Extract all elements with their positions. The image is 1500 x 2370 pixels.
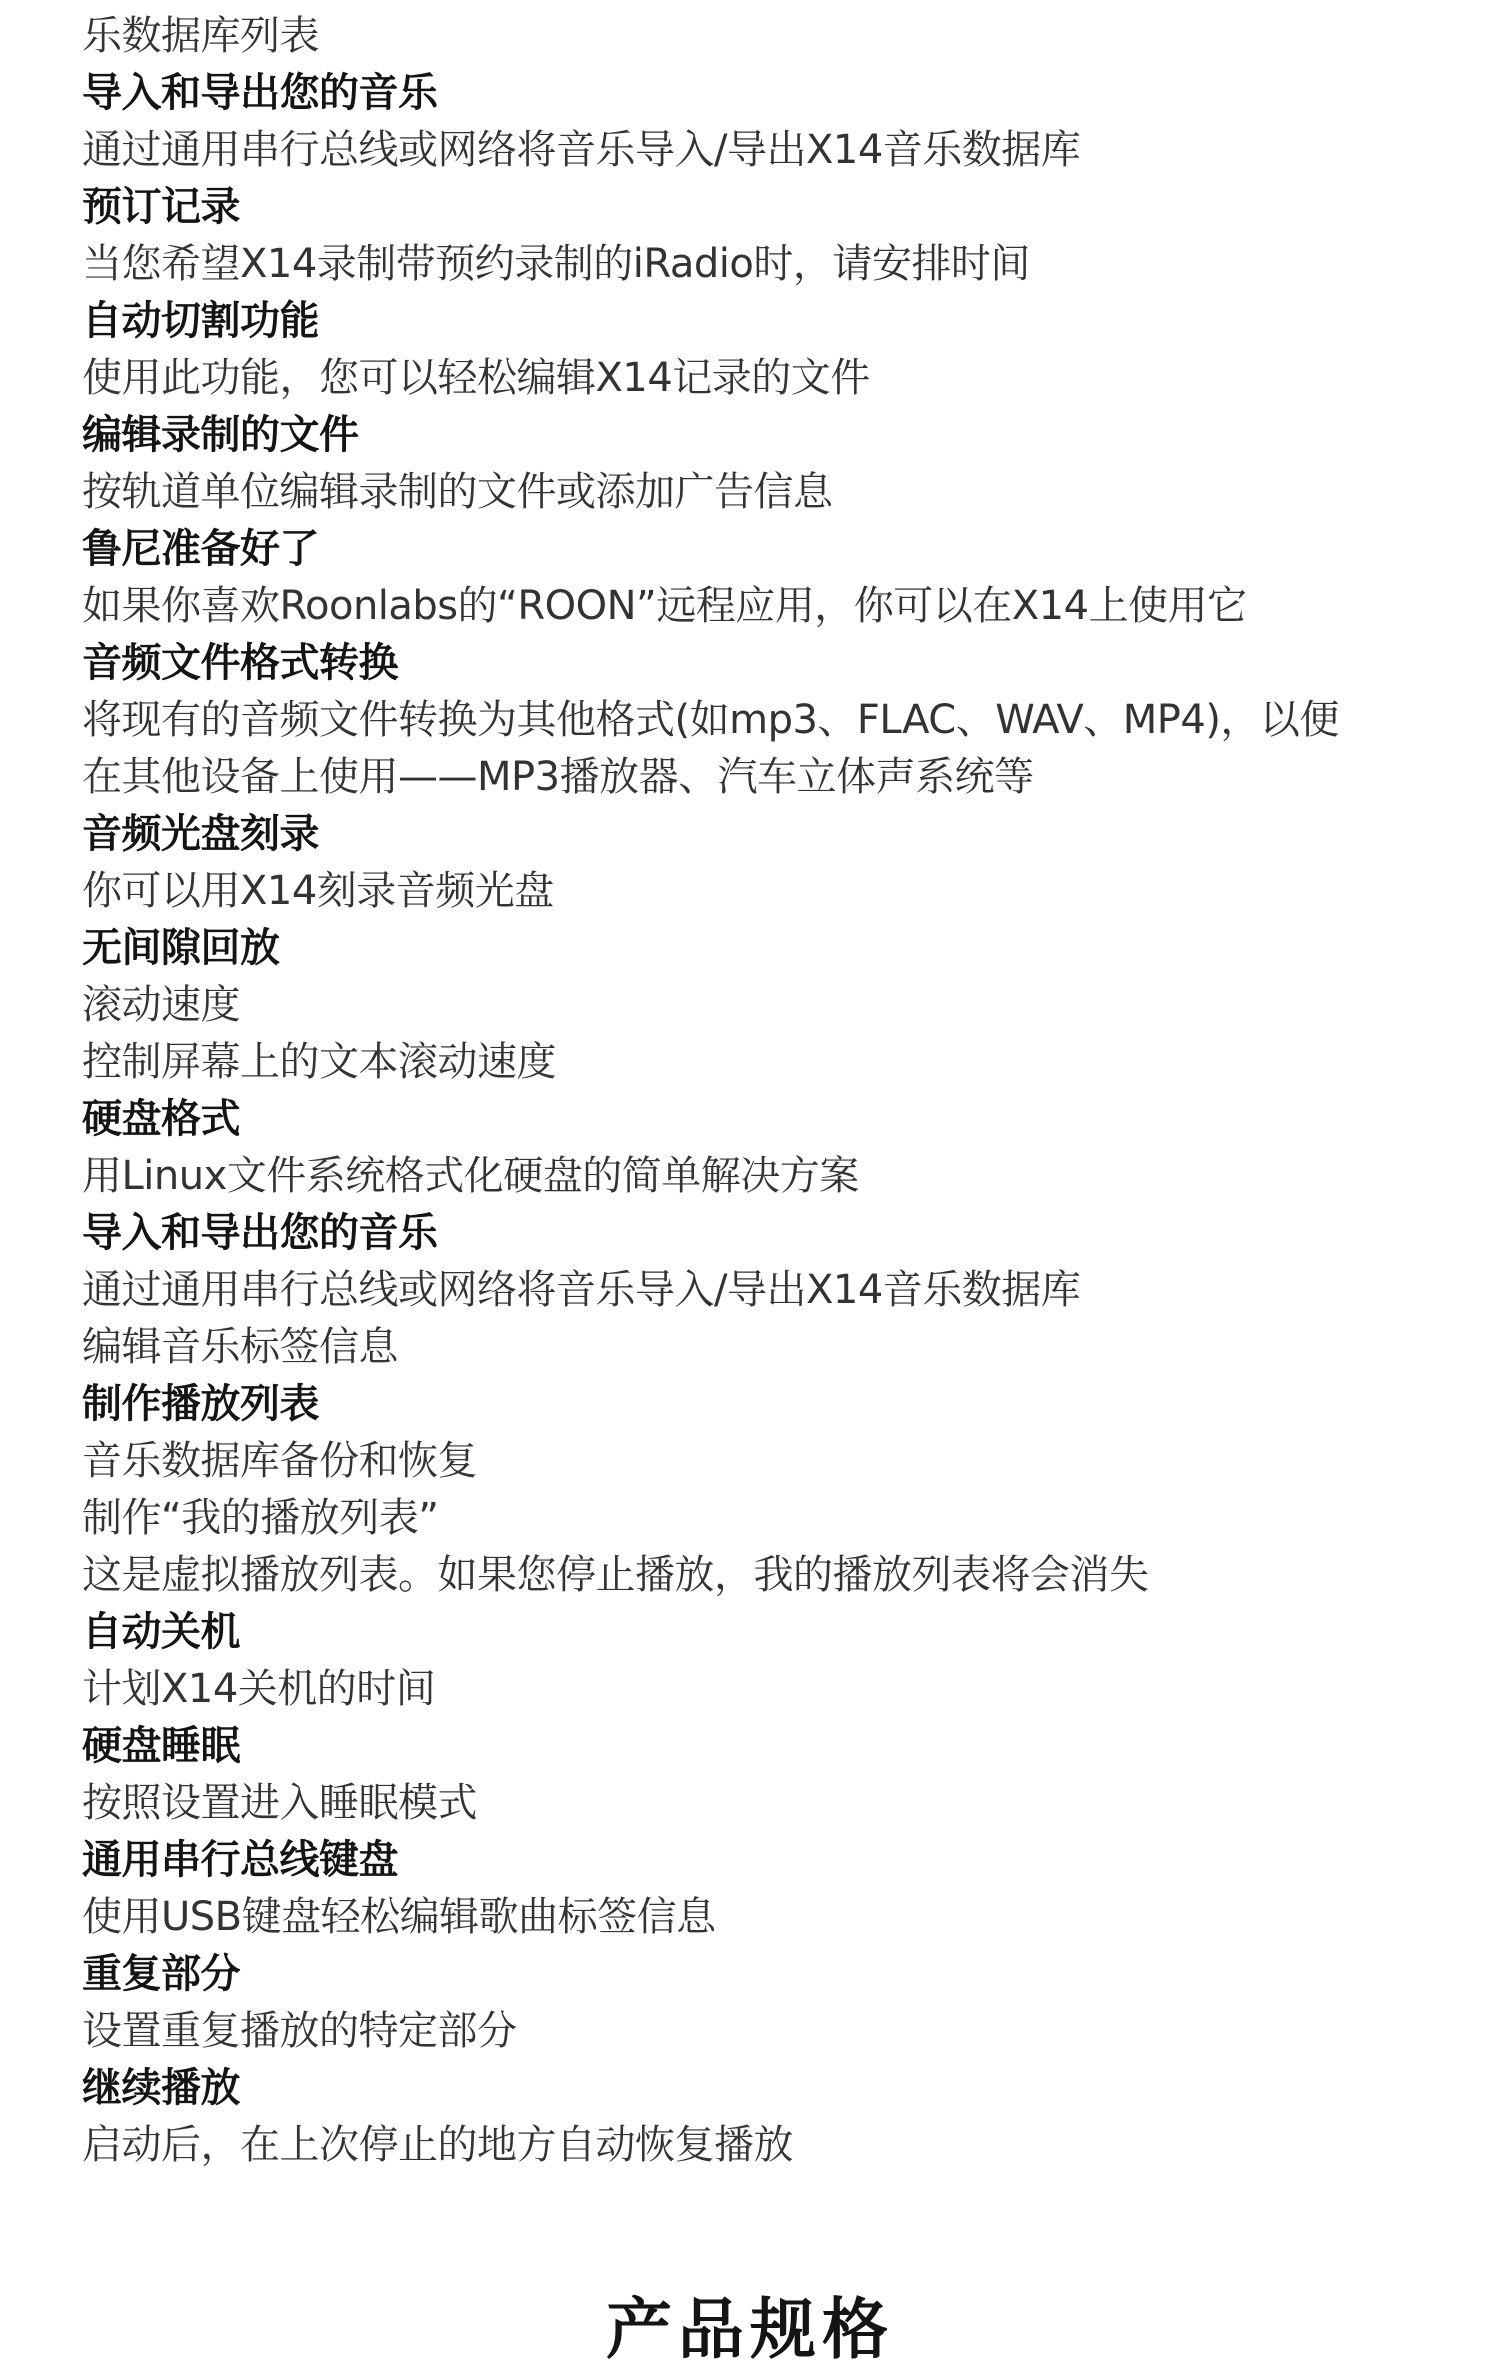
feature-heading: 制作播放列表	[82, 1381, 319, 1427]
feature-description: 这是虚拟播放列表。如果您停止播放，我的播放列表将会消失	[82, 1552, 1149, 1598]
feature-description: 使用此功能，您可以轻松编辑X14记录的文件	[82, 355, 870, 401]
feature-description: 启动后，在上次停止的地方自动恢复播放	[82, 2122, 793, 2168]
feature-description: 通过通用串行总线或网络将音乐导入/导出X14音乐数据库	[82, 127, 1081, 173]
feature-description: 使用USB键盘轻松编辑歌曲标签信息	[82, 1894, 716, 1940]
feature-description: 在其他设备上使用——MP3播放器、汽车立体声系统等	[82, 754, 1034, 800]
feature-description: 按照设置进入睡眠模式	[82, 1780, 477, 1826]
feature-description: 控制屏幕上的文本滚动速度	[82, 1039, 556, 1085]
feature-heading: 自动切割功能	[82, 298, 319, 344]
feature-heading: 重复部分	[82, 1951, 240, 1997]
feature-heading: 音频光盘刻录	[82, 811, 319, 857]
feature-description: 乐数据库列表	[82, 13, 319, 59]
feature-heading: 预订记录	[82, 184, 240, 230]
feature-heading: 无间隙回放	[82, 925, 280, 971]
feature-list	[82, 8, 1442, 2174]
feature-description: 制作“我的播放列表”	[82, 1495, 439, 1541]
feature-description: 如果你喜欢Roonlabs的“ROON”远程应用，你可以在X14上使用它	[82, 583, 1247, 629]
feature-description: 音乐数据库备份和恢复	[82, 1438, 477, 1484]
feature-heading: 通用串行总线键盘	[82, 1837, 398, 1883]
feature-description: 将现有的音频文件转换为其他格式(如mp3、FLAC、WAV、MP4)，以便	[82, 697, 1339, 743]
feature-heading: 导入和导出您的音乐	[82, 1210, 438, 1256]
feature-description: 计划X14关机的时间	[82, 1666, 436, 1712]
feature-heading: 硬盘格式	[82, 1096, 240, 1142]
feature-description: 通过通用串行总线或网络将音乐导入/导出X14音乐数据库	[82, 1267, 1081, 1313]
feature-description: 编辑音乐标签信息	[82, 1324, 398, 1370]
section-title-specs: 产品规格	[606, 2291, 894, 2368]
feature-heading: 硬盘睡眠	[82, 1723, 240, 1769]
feature-heading: 自动关机	[82, 1609, 240, 1655]
feature-description: 设置重复播放的特定部分	[82, 2008, 517, 2054]
feature-description: 你可以用X14刻录音频光盘	[82, 868, 554, 914]
feature-description: 用Linux文件系统格式化硬盘的简单解决方案	[82, 1153, 859, 1199]
feature-heading: 导入和导出您的音乐	[82, 70, 438, 116]
feature-description: 滚动速度	[82, 982, 240, 1028]
feature-description: 按轨道单位编辑录制的文件或添加广告信息	[82, 469, 833, 515]
feature-description: 当您希望X14录制带预约录制的iRadio时，请安排时间	[82, 241, 1030, 287]
feature-heading: 编辑录制的文件	[82, 412, 359, 458]
feature-heading: 音频文件格式转换	[82, 640, 398, 686]
feature-heading: 继续播放	[82, 2065, 240, 2111]
feature-heading: 鲁尼准备好了	[82, 526, 319, 572]
